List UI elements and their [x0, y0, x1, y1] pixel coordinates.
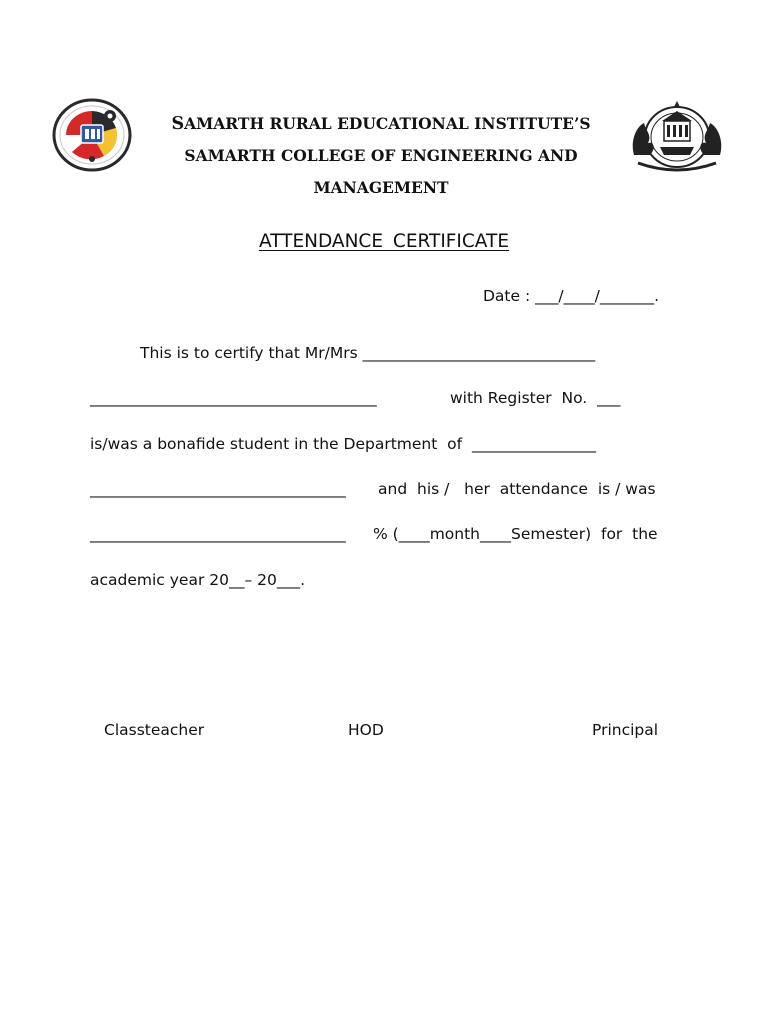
- institution-header: [170, 108, 592, 204]
- name-blank: _____________________________________: [90, 389, 377, 407]
- institute-name-rest: AMARTH RURAL EDUCATIONAL INSTITUTE’S: [184, 114, 591, 133]
- college-name-line1: SAMARTH COLLEGE OF ENGINEERING AND: [184, 146, 578, 165]
- semester-text: % (____month____Semester) for the: [373, 525, 658, 543]
- college-emblem-icon: [52, 98, 132, 172]
- college-name-line2: MANAGEMENT: [313, 178, 449, 197]
- university-seal-icon: [624, 97, 730, 173]
- certificate-title: ATTENDANCE CERTIFICATE: [258, 231, 510, 252]
- attendance-text: and his / her attendance is / was: [378, 480, 656, 498]
- principal-signature: Principal: [592, 721, 659, 739]
- date-line: Date : ___/____/_______.: [483, 287, 659, 305]
- institute-initial: S: [171, 114, 185, 134]
- hod-signature: HOD: [348, 721, 384, 739]
- academic-year-line: academic year 20__– 20___.: [90, 571, 306, 589]
- institute-name: [170, 108, 592, 140]
- attendance-blank: _________________________________: [90, 525, 346, 543]
- register-number-text: with Register No. ___: [450, 389, 621, 407]
- body-line-1: This is to certify that Mr/Mrs ______________________________: [140, 344, 596, 362]
- department-blank: _________________________________: [90, 480, 346, 498]
- department-line: is/was a bonafide student in the Department of ________________: [90, 435, 596, 453]
- classteacher-signature: Classteacher: [104, 721, 205, 739]
